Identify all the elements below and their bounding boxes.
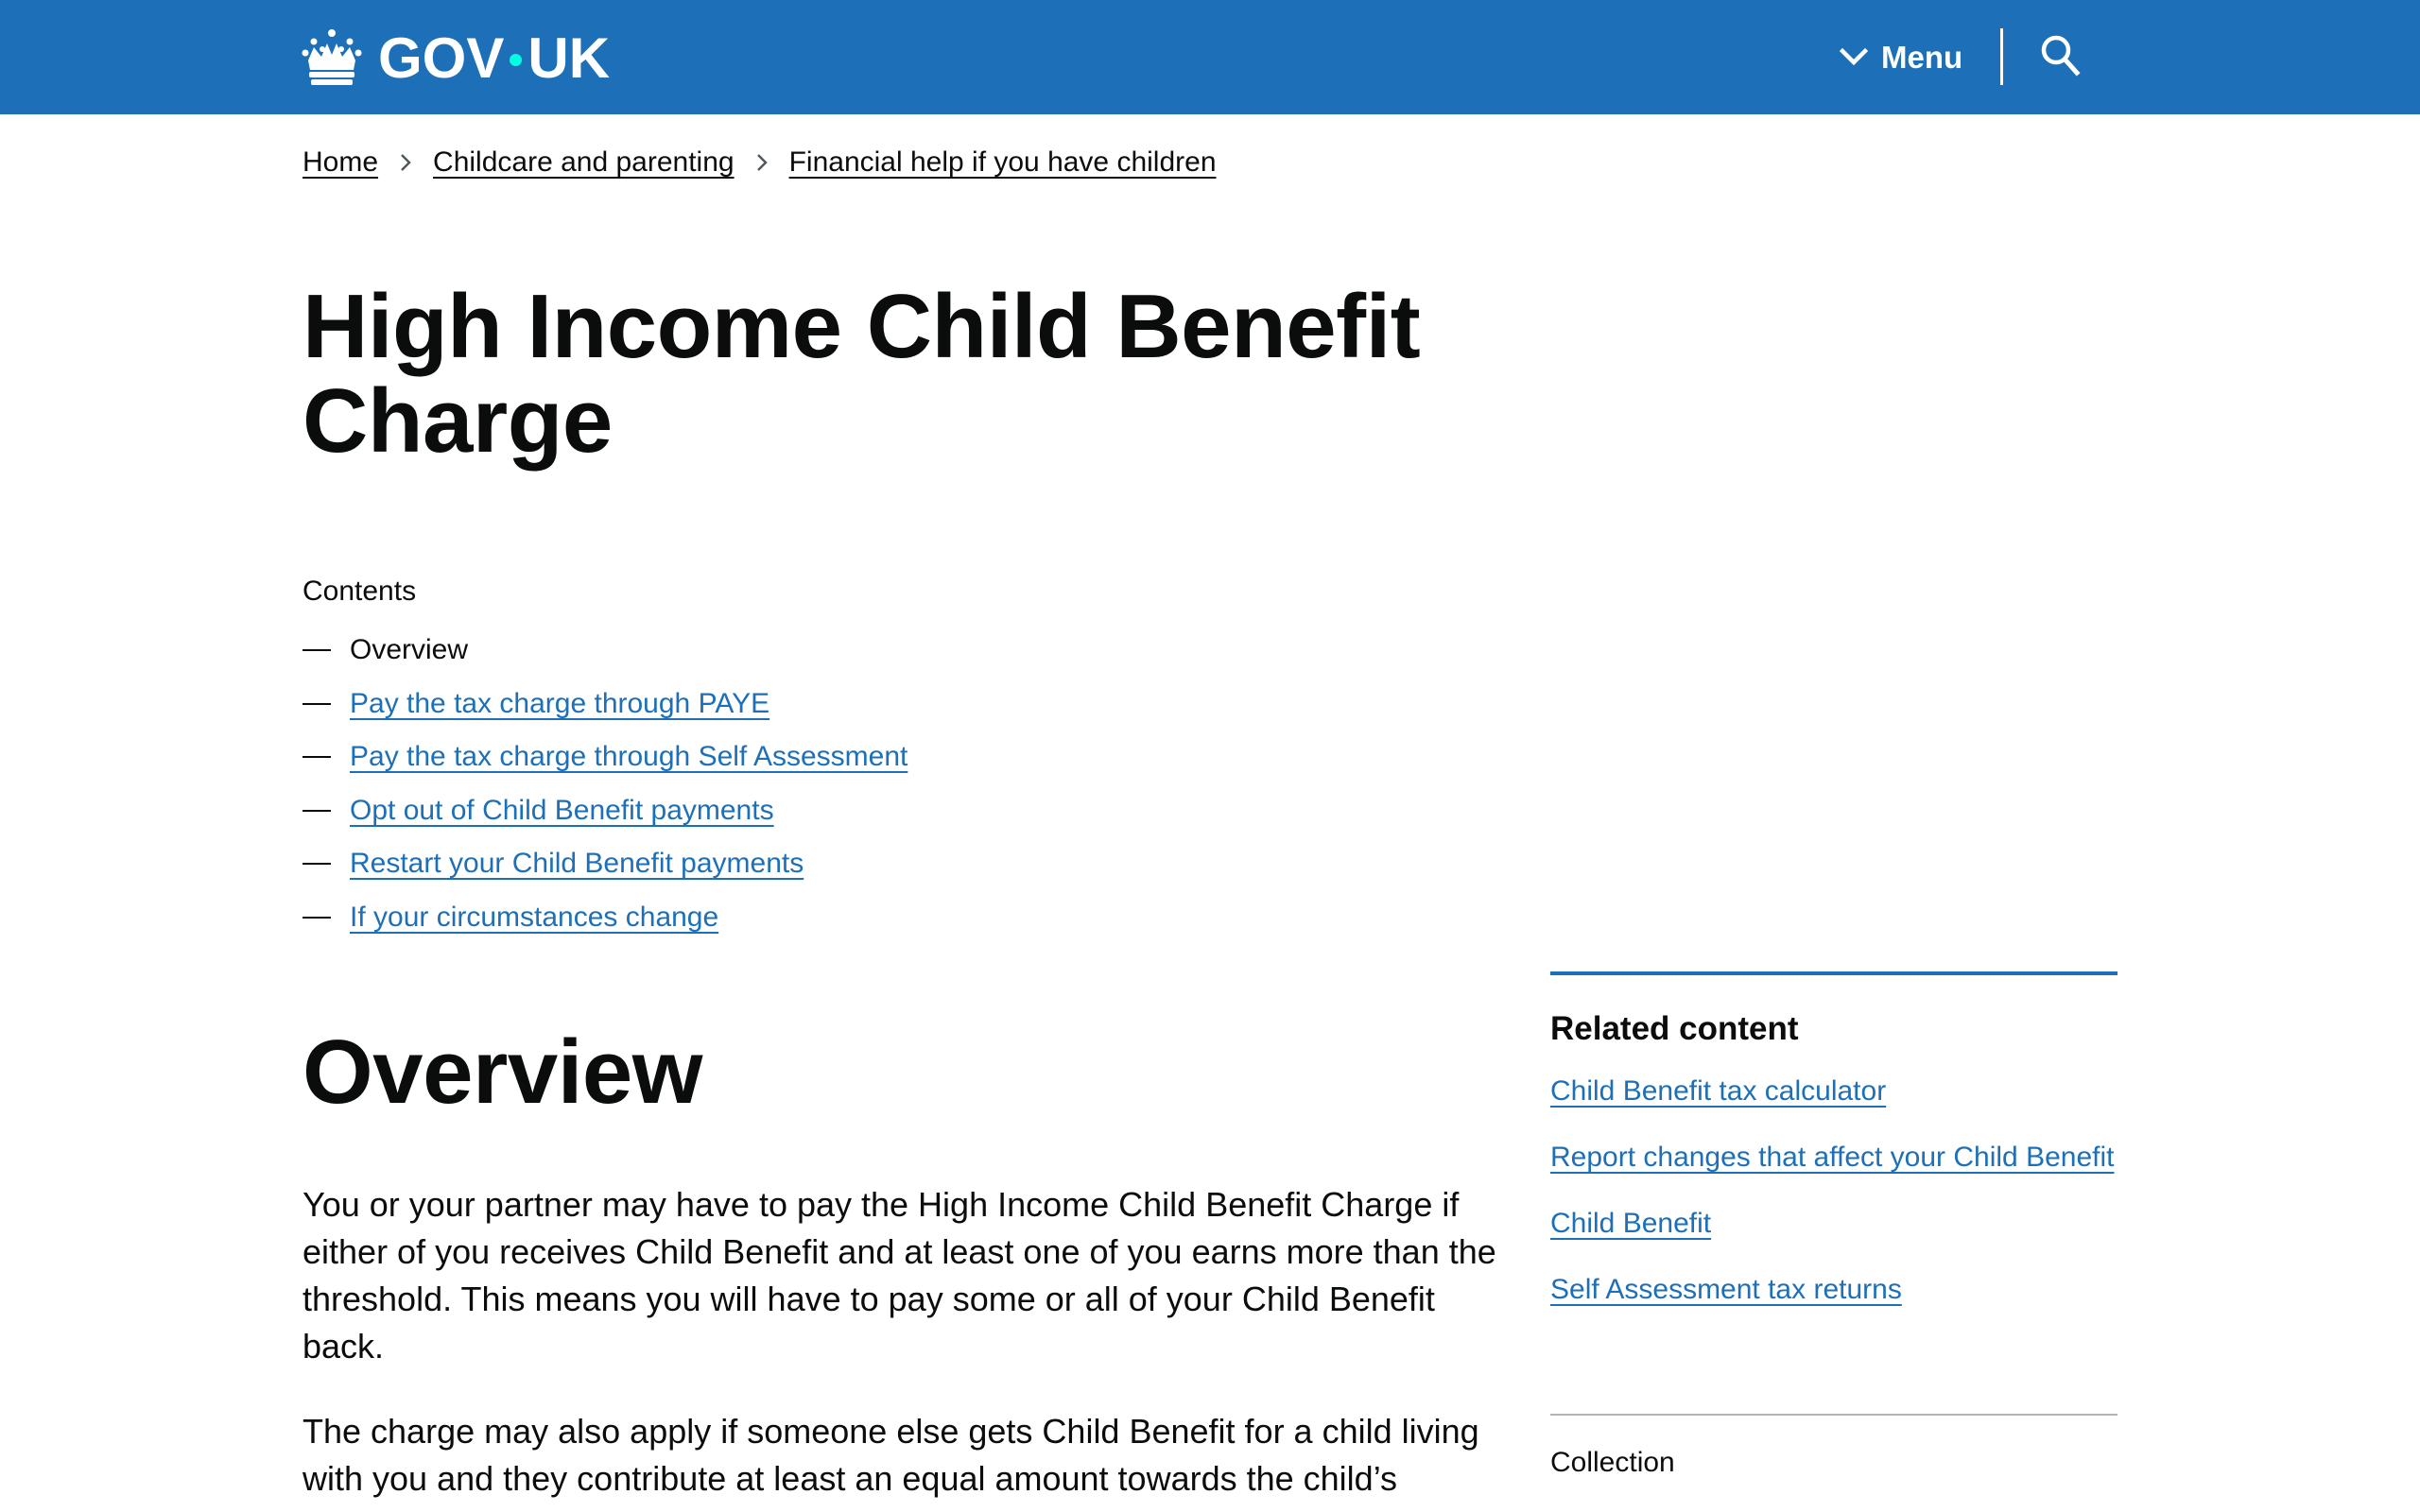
related-link-report-changes[interactable]: Report changes that affect your Child Benefit [1550,1142,2115,1173]
breadcrumb-financial-help[interactable]: Financial help if you have children [788,146,1217,178]
related-divider [1550,1414,2118,1416]
contents-link-opt-out[interactable]: Opt out of Child Benefit payments [350,794,774,826]
dash-icon [302,917,331,919]
contents-link-circumstances[interactable]: If your circumstances change [350,901,719,933]
dash-icon [302,756,331,758]
overview-heading: Overview [302,1022,702,1123]
search-icon [2040,34,2082,79]
related-link-self-assessment[interactable]: Self Assessment tax returns [1550,1274,1902,1305]
contents-item [302,837,908,891]
related-links [1550,1072,2118,1310]
chevron-right-icon [755,152,769,173]
page-title: High Income Child Benefit Charge [302,276,1421,472]
contents-item [302,891,908,945]
contents-item-overview: Overview [350,634,469,666]
contents-label: Contents [302,576,417,607]
logo-wordmark [378,26,610,91]
search-button[interactable] [2040,34,2082,79]
menu-label: Menu [1881,40,1963,75]
contents-item [302,784,908,838]
contents-link-restart[interactable]: Restart your Child Benefit payments [350,848,804,880]
contents-item [302,678,908,731]
logo-text-right: UK [527,26,611,90]
list-item [1550,1138,2118,1177]
govuk-logo-link[interactable] [301,21,610,94]
dash-icon [302,703,331,705]
collection-label: Collection [1550,1447,1675,1478]
site-header [0,0,2420,114]
contents-item [302,730,908,784]
contents-link-paye[interactable]: Pay the tax charge through PAYE [350,687,770,719]
logo-text-left: GOV [378,26,505,90]
related-content [1550,971,2118,1336]
related-content-title: Related content [1550,1010,1799,1047]
dash-icon [302,810,331,812]
list-item [1550,1204,2118,1244]
related-link-child-benefit[interactable]: Child Benefit [1550,1208,1712,1239]
overview-paragraph-1: You or your partner may have to pay the High Income Child Benefit Charge if either of you receives Child Benefit and at least one of you earns more than the threshold. This means you will have to pay some or all of your Child Benefit back. [302,1185,1496,1366]
dash-icon [302,649,331,651]
menu-button[interactable] [1840,28,1962,87]
chevron-right-icon [399,152,412,173]
header-divider [2000,28,2003,85]
list-item [1550,1270,2118,1310]
related-link-tax-calculator[interactable]: Child Benefit tax calculator [1550,1075,1887,1107]
contents-list [302,624,908,944]
overview-paragraph-2: The charge may also apply if someone else gets Child Benefit for a child living with you and they contribute at least an equal amount towards the child’s [302,1412,1479,1498]
breadcrumb-childcare[interactable]: Childcare and parenting [433,146,735,178]
crown-icon [301,28,363,87]
dash-icon [302,863,331,865]
breadcrumb [302,142,1217,183]
contents-item [302,624,908,678]
chevron-down-icon [1840,47,1868,68]
contents-link-self-assessment[interactable]: Pay the tax charge through Self Assessment [350,741,908,773]
logo-dot [510,54,522,66]
list-item [1550,1072,2118,1111]
breadcrumb-home[interactable]: Home [302,146,379,178]
